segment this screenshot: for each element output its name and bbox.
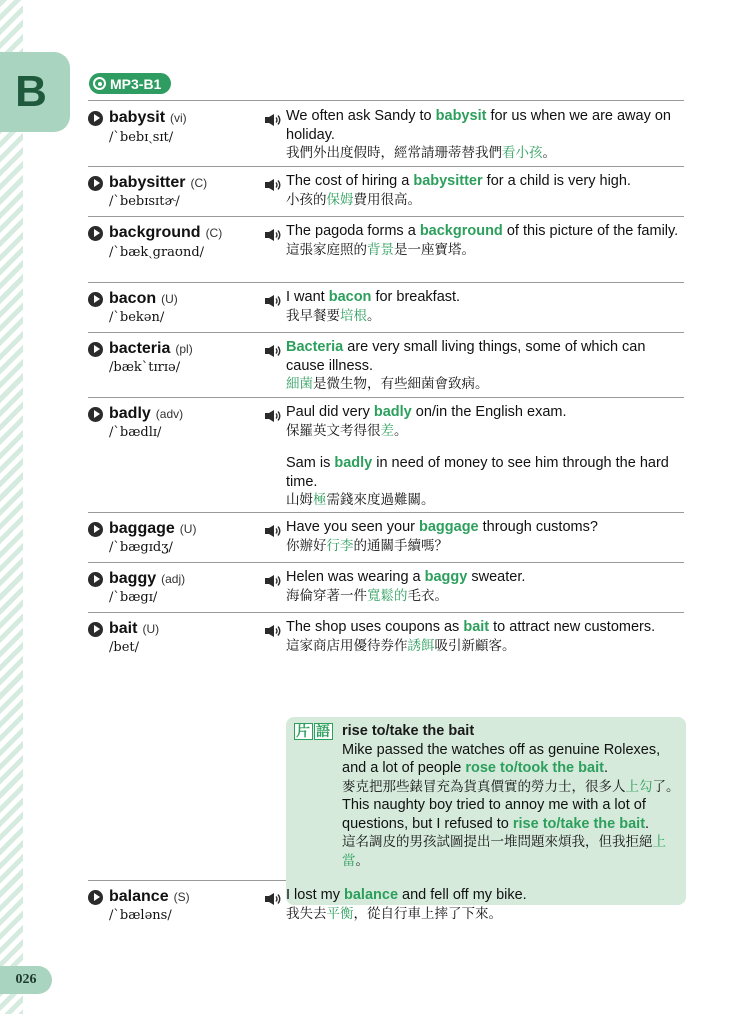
- part-of-speech: (S): [173, 890, 190, 904]
- highlight-term: 背景: [367, 241, 394, 257]
- headword-line: [88, 405, 258, 423]
- text-fragment: ，從自行車上摔了下來。: [353, 905, 502, 921]
- headword: babysitter: [109, 174, 186, 191]
- example-english: [286, 886, 681, 905]
- headword-block: [88, 109, 258, 145]
- phrase-tag-char: 片: [296, 723, 311, 739]
- example-english: [286, 403, 681, 422]
- section-letter: B: [15, 67, 47, 116]
- headword: baggy: [109, 570, 157, 587]
- example-chinese: [286, 191, 681, 210]
- highlight-term: 行李: [326, 537, 354, 553]
- highlight-term: 細菌: [286, 376, 313, 391]
- highlight-term: baggage: [419, 519, 479, 535]
- highlight-term: background: [419, 223, 503, 239]
- headword-block: [88, 224, 258, 260]
- disc-icon: [93, 77, 106, 90]
- play-icon[interactable]: [88, 572, 103, 587]
- highlight-term: baggy: [424, 569, 468, 585]
- entry-background: [88, 216, 684, 283]
- pronunciation: /ˋbægɪdʒ/: [109, 540, 173, 555]
- part-of-speech: (U): [161, 292, 178, 306]
- highlight-term: Bacteria: [286, 339, 344, 355]
- examples-block: [286, 107, 681, 163]
- text-fragment: 是微生物，有些細菌會致病。: [313, 376, 489, 391]
- headword-line: [88, 520, 258, 538]
- example-english: [286, 338, 681, 375]
- example-chinese: [286, 491, 681, 510]
- entry-baggage: [88, 512, 684, 563]
- headword: bacteria: [109, 340, 171, 357]
- text-fragment: 。: [394, 422, 408, 438]
- audio-track-button[interactable]: [89, 73, 171, 94]
- phrase-body: [342, 722, 682, 870]
- play-icon[interactable]: [88, 407, 103, 422]
- part-of-speech: (C): [205, 226, 223, 240]
- pronunciation: /ˋbebɪˏsɪt/: [109, 130, 174, 145]
- play-icon[interactable]: [88, 111, 103, 126]
- highlight-term: 保姆: [326, 191, 354, 207]
- headword-line: [88, 290, 258, 308]
- phrase-example-chinese: [342, 833, 682, 870]
- text-fragment: .: [645, 815, 650, 832]
- entry-babysit: [88, 101, 684, 167]
- play-icon[interactable]: [88, 176, 103, 191]
- part-of-speech: (vi): [170, 111, 187, 125]
- audio-track-label: MP3-B1: [110, 75, 162, 92]
- play-icon[interactable]: [88, 890, 103, 905]
- phrase-example-english: [342, 741, 682, 778]
- text-fragment: This naughty boy tried to annoy me with a lot of questions, but I refused to: [342, 797, 646, 832]
- play-icon[interactable]: [88, 522, 103, 537]
- text-fragment: 我早餐要: [286, 307, 340, 323]
- speaker-icon[interactable]: [264, 344, 282, 358]
- example-chinese: [286, 422, 681, 441]
- part-of-speech: (adj): [161, 572, 186, 586]
- pronunciation: /bet/: [109, 640, 139, 655]
- highlight-term: babysitter: [413, 173, 483, 189]
- headword: baggage: [109, 520, 175, 537]
- text-fragment: sweater.: [467, 569, 526, 585]
- example-chinese: [286, 241, 681, 260]
- example-english: [286, 518, 681, 537]
- headword-block: [88, 174, 258, 209]
- headword-block: [88, 888, 258, 923]
- entry-bait: [88, 612, 684, 881]
- text-fragment: Sam is: [286, 455, 335, 471]
- text-fragment: 麥克把那些錶冒充為貨真價實的勞力士，很多人: [342, 778, 626, 794]
- play-icon[interactable]: [88, 622, 103, 637]
- text-fragment: on/in the English exam.: [411, 404, 567, 420]
- text-fragment: The shop uses coupons as: [286, 619, 464, 635]
- example-english: [286, 172, 681, 191]
- highlight-term: 極: [313, 492, 327, 507]
- highlight-term: rise to/take the bait: [512, 815, 646, 832]
- headword-line: [88, 224, 258, 242]
- letter-tab: [0, 52, 70, 132]
- text-fragment: of this picture of the family.: [502, 223, 679, 239]
- part-of-speech: (adv): [155, 407, 184, 421]
- example-english: [286, 454, 681, 491]
- text-fragment: 費用很高。: [353, 191, 421, 207]
- text-fragment: 這名調皮的男孩試圖提出一堆問題來煩我，但我拒絕: [342, 834, 653, 849]
- highlight-term: balance: [344, 887, 399, 903]
- highlight-term: bait: [463, 619, 490, 635]
- highlight-term: 差: [380, 422, 394, 438]
- text-fragment: The cost of hiring a: [286, 173, 414, 189]
- text-fragment: Mike passed the watches off as genuine Rolexes, and a lot of people: [342, 741, 661, 776]
- examples-block: [286, 403, 681, 510]
- text-fragment: 我們外出度假時，經常請珊蒂替我們: [286, 145, 502, 160]
- examples-block: [286, 568, 681, 605]
- text-fragment: We often ask Sandy to: [286, 108, 436, 124]
- example-chinese: [286, 587, 681, 606]
- page-number-tab: [0, 966, 52, 994]
- decorative-stripe: [0, 0, 23, 1014]
- entry-badly: [88, 397, 684, 513]
- highlight-term: bacon: [328, 289, 372, 305]
- phrase-box: [286, 717, 686, 905]
- text-fragment: 你辦好: [286, 537, 327, 553]
- spacer: [286, 440, 681, 454]
- example-english: [286, 568, 681, 587]
- highlight-term: 誘餌: [407, 637, 435, 653]
- speaker-icon[interactable]: [264, 113, 282, 127]
- text-fragment: 小孩的: [286, 191, 327, 207]
- headword: background: [109, 224, 201, 241]
- text-fragment: 這張家庭照的: [286, 241, 367, 257]
- examples-block: [286, 518, 681, 555]
- headword-block: [88, 405, 258, 440]
- headword: badly: [109, 405, 151, 422]
- example-chinese: [286, 375, 681, 394]
- pronunciation: /ˋbebɪsɪtɚ/: [109, 194, 180, 209]
- text-fragment: 是一座寶塔。: [394, 241, 475, 257]
- example-chinese: [286, 905, 681, 924]
- entry-balance: [88, 880, 684, 970]
- highlight-term: 寬鬆的: [367, 587, 408, 603]
- phrase-tag-char: 語: [316, 723, 331, 739]
- play-icon[interactable]: [88, 342, 103, 357]
- example-chinese: [286, 144, 681, 163]
- examples-block: [286, 338, 681, 394]
- text-fragment: 。: [367, 307, 381, 323]
- phrase-example-chinese: [342, 778, 682, 797]
- example-english: [286, 107, 681, 144]
- phrase-title: rise to/take the bait: [342, 723, 475, 739]
- highlight-term: 上勾: [625, 778, 653, 794]
- text-fragment: 。: [542, 145, 556, 160]
- headword: bacon: [109, 290, 157, 307]
- text-fragment: Paul did very: [286, 404, 374, 420]
- play-icon[interactable]: [88, 292, 103, 307]
- highlight-term: 看小孩: [502, 145, 543, 160]
- highlight-term: 培根: [340, 307, 367, 323]
- highlight-term: babysit: [435, 108, 487, 124]
- examples-block: [286, 886, 681, 923]
- entry-bacteria: [88, 332, 684, 398]
- headword-block: [88, 570, 258, 605]
- highlight-term: 平衡: [326, 905, 354, 921]
- example-chinese: [286, 637, 681, 656]
- text-fragment: The pagoda forms a: [286, 223, 420, 239]
- headword-line: [88, 174, 258, 192]
- text-fragment: to attract new customers.: [489, 619, 656, 635]
- text-fragment: 山姆: [286, 492, 313, 507]
- phrase-tag: [294, 723, 334, 740]
- pronunciation: /ˋbækˏgraʊnd/: [109, 245, 205, 260]
- entry-bacon: [88, 282, 684, 333]
- speaker-icon[interactable]: [264, 409, 282, 423]
- text-fragment: Have you seen your: [286, 519, 419, 535]
- entry-babysitter: [88, 166, 684, 217]
- speaker-icon[interactable]: [264, 574, 282, 588]
- part-of-speech: (U): [142, 622, 160, 636]
- text-fragment: 了。: [652, 778, 680, 794]
- text-fragment: 需錢來度過難關。: [326, 492, 435, 507]
- text-fragment: 海倫穿著一件: [286, 587, 367, 603]
- example-chinese: [286, 307, 681, 326]
- highlight-term: rose to/took the bait: [465, 760, 604, 776]
- text-fragment: for breakfast.: [371, 289, 461, 305]
- examples-block: [286, 618, 681, 655]
- highlight-term: badly: [373, 404, 412, 420]
- text-fragment: 保羅英文考得很: [286, 422, 381, 438]
- example-english: [286, 618, 681, 637]
- headword-line: [88, 109, 258, 127]
- page-number: 026: [15, 972, 37, 987]
- pronunciation: /ˋbekən/: [109, 310, 165, 325]
- text-fragment: 這家商店用優待券作: [286, 637, 408, 653]
- highlight-term: badly: [334, 455, 373, 471]
- speaker-icon[interactable]: [264, 524, 282, 538]
- text-fragment: for a child is very high.: [482, 173, 631, 189]
- speaker-icon[interactable]: [264, 624, 282, 638]
- text-fragment: I want: [286, 289, 329, 305]
- text-fragment: 毛衣。: [407, 587, 448, 603]
- text-fragment: I lost my: [286, 887, 345, 903]
- example-english: [286, 222, 681, 241]
- headword-block: [88, 520, 258, 555]
- part-of-speech: (C): [190, 176, 208, 190]
- headword-block: [88, 290, 258, 325]
- part-of-speech: (pl): [175, 342, 193, 356]
- headword-block: [88, 620, 258, 655]
- highlight-term: 上當: [342, 834, 666, 868]
- phrase-example-english: [342, 796, 682, 833]
- headword-line: [88, 340, 258, 358]
- pronunciation: /ˋbægɪ/: [109, 590, 158, 605]
- headword-line: [88, 570, 258, 588]
- example-english: [286, 288, 681, 307]
- text-fragment: through customs?: [478, 519, 598, 535]
- entry-baggy: [88, 562, 684, 613]
- pronunciation: /ˋbæləns/: [109, 908, 172, 923]
- speaker-icon[interactable]: [264, 228, 282, 242]
- examples-block: [286, 172, 681, 209]
- text-fragment: for us when we are away on holiday.: [286, 108, 671, 143]
- pronunciation: /bækˋtɪrɪə/: [109, 360, 181, 375]
- text-fragment: 的通關手續嗎？: [353, 537, 448, 553]
- text-fragment: .: [603, 760, 608, 776]
- headword-line: [88, 620, 258, 638]
- speaker-icon[interactable]: [264, 892, 282, 906]
- headword-block: [88, 340, 258, 375]
- headword: babysit: [109, 109, 166, 126]
- headword: balance: [109, 888, 169, 905]
- headword-line: [88, 888, 258, 906]
- text-fragment: 。: [355, 852, 369, 868]
- text-fragment: 吸引新顧客。: [434, 637, 516, 653]
- speaker-icon[interactable]: [264, 294, 282, 308]
- text-fragment: 我失去: [286, 905, 327, 921]
- text-fragment: and fell off my bike.: [398, 887, 527, 903]
- text-fragment: Helen was wearing a: [286, 569, 425, 585]
- pronunciation: /ˋbædlɪ/: [109, 425, 162, 440]
- examples-block: [286, 222, 681, 259]
- text-fragment: are very small living things, some of which can cause illness.: [286, 339, 646, 374]
- text-fragment: in need of money to see him through the hard time.: [286, 455, 669, 490]
- headword: bait: [109, 620, 138, 637]
- example-chinese: [286, 537, 681, 556]
- examples-block: [286, 288, 681, 325]
- part-of-speech: (U): [179, 522, 197, 536]
- speaker-icon[interactable]: [264, 178, 282, 192]
- play-icon[interactable]: [88, 226, 103, 241]
